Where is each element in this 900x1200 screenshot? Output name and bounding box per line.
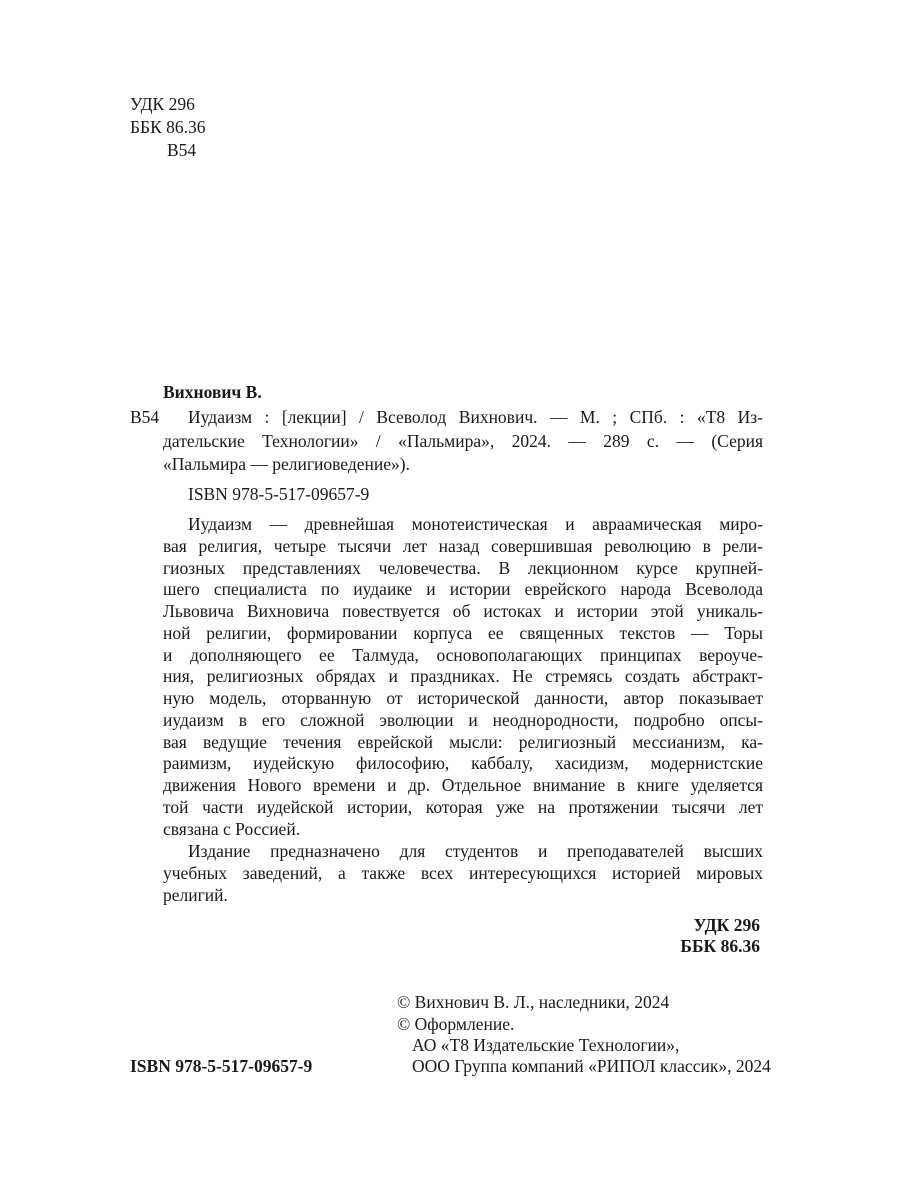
top-bbk: ББК 86.36 <box>130 117 206 137</box>
description-line: «Пальмира — религиоведение»). <box>163 454 410 474</box>
copyright-line: © Вихнович В. Л., наследники, 2024 <box>397 992 670 1012</box>
abstract-line: связана с Россией. <box>163 818 301 839</box>
abstract-line: ную модель, оторванную от исторической данности, автор показывает <box>163 688 763 708</box>
abstract-line: Издание предназначено для студентов и преподавателей высших <box>188 841 763 861</box>
copyright-line: ООО Группа компаний «РИПОЛ классик», 2024 <box>412 1056 771 1076</box>
abstract-line: раимизм, иудейскую философию, каббалу, хасидизм, модернистские <box>163 753 763 774</box>
abstract-line: той части иудейской истории, которая уже на протяжении тысячи лет <box>163 796 763 817</box>
bottom-bbk: ББК 86.36 <box>680 936 760 956</box>
abstract-line: вая религия, четыре тысячи лет назад совершившая революцию в рели- <box>163 535 763 556</box>
abstract-line: вая ведущие течения еврейской мысли: религиозный мессианизм, ка- <box>163 731 763 752</box>
abstract-line: учебных заведений, а также всех интересующихся историей мировых <box>163 863 763 883</box>
abstract-line: ния, религиозных обрядах и праздниках. Не стремясь создать абстракт- <box>163 666 763 687</box>
abstract-line: Львовича Вихновича повествуется об истоках и истории этой уникаль- <box>163 601 763 621</box>
abstract-line: движения Нового времени и др. Отдельное внимание в книге уделяется <box>163 775 763 795</box>
record-mark: В54 <box>130 407 160 427</box>
description-line: Иудаизм : [лекции] / Всеволод Вихнович. — М. ; СПб. : «Т8 Из- <box>188 407 763 427</box>
abstract-line: религий. <box>163 885 228 905</box>
record-isbn: ISBN 978-5-517-09657-9 <box>188 484 370 504</box>
abstract-line: гиозных представлениях человечества. В лекционном курсе крупней- <box>163 557 763 578</box>
abstract-line: ной религии, формировании корпуса ее священных текстов — Торы <box>163 622 763 643</box>
bottom-udk: УДК 296 <box>693 915 760 935</box>
top-udk: УДК 296 <box>130 94 195 114</box>
description-line: дательские Технологии» / «Пальмира», 2024. — 289 с. — (Серия <box>163 431 763 451</box>
author-heading: Вихнович В. <box>163 382 262 402</box>
abstract-line: и дополняющего ее Талмуда, основополагающих принципах вероуче- <box>163 644 763 665</box>
top-author-mark: В54 <box>167 140 197 160</box>
copyright-line: АО «Т8 Издательские Технологии», <box>412 1035 680 1055</box>
copyright-line: © Оформление. <box>397 1014 515 1034</box>
bottom-isbn: ISBN 978-5-517-09657-9 <box>130 1056 313 1076</box>
abstract-line: шего специалиста по иудаике и истории еврейского народа Всеволода <box>163 579 763 600</box>
abstract-line: Иудаизм — древнейшая монотеистическая и авраамическая миро- <box>188 514 763 534</box>
abstract-line: иудаизм в его сложной эволюции и неоднородности, подробно опсы- <box>163 709 763 730</box>
